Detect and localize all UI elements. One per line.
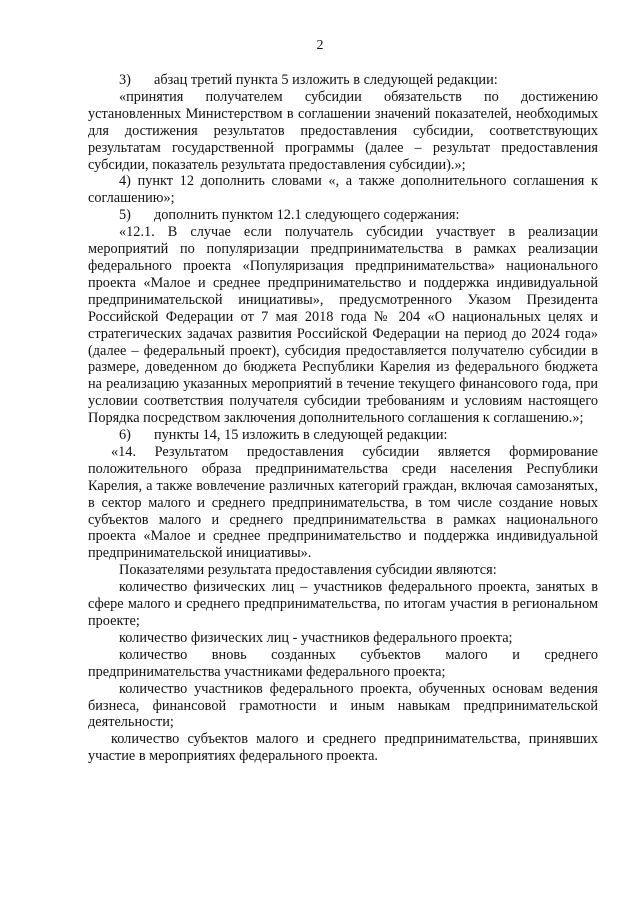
item-text: пункты 14, 15 изложить в следующей редакции: [154, 427, 448, 444]
paragraph-indicator-2: количество физических лиц - участников федерального проекта; [119, 629, 513, 646]
list-item-5 [88, 207, 598, 224]
list-item-4: 4) пункт 12 дополнить словами «, а также дополнительного соглашения к соглашению»; [88, 173, 598, 207]
paragraph-point-12-1: «12.1. В случае если получатель субсидии участвует в реализации мероприятий по популяризации предпринимательства в рамках реализации федерального проекта «Популяризация предпринимательства» национального проекта «Малое и среднее предпринимательство и поддержка индивидуальной предпринимательской инициативы», предусмотренного Указом Президента Российской Федерации от 7 мая 2018 года № 204 «О национальных целях и стратегических задачах развития Российской Федерации на период до 2024 года» (далее – федеральный проект), субсидия предоставляется получателю субсидии в размере, доведенном до бюджета Республики Карелия из федерального бюджета на реализацию указанных мероприятий в течение текущего финансового года, при условии соответствия получателя субсидии требованиям и условиям настоящего Порядка посредством заключения дополнительного соглашения к соглашению.»; [88, 224, 598, 427]
paragraph-indicator-3: количество вновь созданных субъектов малого и среднего предпринимательства участниками федерального проекта; [88, 646, 598, 680]
item-number: 5) [119, 207, 131, 224]
item-number: 3) [119, 72, 131, 88]
paragraph-indicator-1: количество физических лиц – участников федерального проекта, занятых в сфере малого и среднего предпринимательства, по итогам участия в региональном проекте; [88, 579, 598, 629]
paragraph-quote-5: «принятия получателем субсидии обязательств по достижению установленных Министерством в соглашении значений показателей, необходимых для достижения результатов предоставления субсидии, соответствующих результатам государственной программы (далее – результат предоставления субсидии, показатель результата предоставления субсидии).»; [88, 88, 598, 173]
item-text: абзац третий пункта 5 изложить в следующей редакции: [154, 72, 498, 88]
paragraph-indicators-heading: Показателями результата предоставления субсидии являются: [119, 562, 497, 579]
paragraph-indicator-5: количество субъектов малого и среднего предпринимательства, принявших участие в мероприятиях федерального проекта. [88, 731, 598, 765]
item-number: 6) [119, 427, 131, 444]
list-item-3 [88, 72, 598, 89]
page-number: 2 [316, 38, 324, 53]
paragraph-point-14: «14. Результатом предоставления субсидии является формирование положительного образа предпринимательства среди населения Республики Карелия, а также вовлечение различных категорий граждан, включая самозанятых, в сектор малого и среднего предпринимательства, в том числе создание новых субъектов малого и среднего предпринимательства в рамках национального проекта «Малое и среднее предпринимательство и поддержка индивидуальной предпринимательской инициативы». [88, 443, 598, 562]
list-item-6 [88, 427, 598, 444]
item-text: дополнить пунктом 12.1 следующего содержания: [154, 207, 460, 224]
paragraph-indicator-4: количество участников федерального проекта, обученных основам ведения бизнеса, финансовой грамотности и иным навыкам предпринимательской деятельности; [88, 680, 598, 731]
document-body [88, 72, 598, 765]
